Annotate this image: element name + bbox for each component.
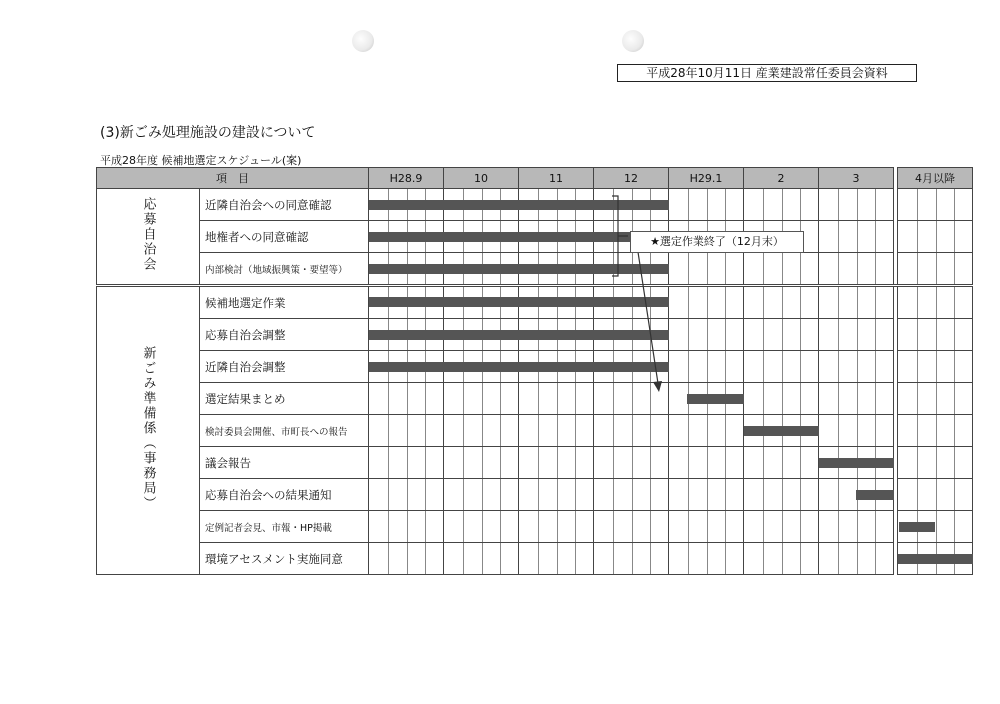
task-label: 近隣自治会への同意確認 — [200, 189, 369, 221]
section-title: (3)新ごみ処理施設の建設について — [100, 125, 316, 141]
task-label: 応募自治会への結果通知 — [200, 479, 369, 511]
month-header: 2 — [744, 168, 819, 189]
group-label-text: 応募自治会 — [140, 196, 156, 272]
task-label: 検討委員会開催、市町長への報告 — [200, 415, 369, 447]
task-label: 議会報告 — [200, 447, 369, 479]
task-label: 環境アセスメント実施同意 — [200, 543, 369, 575]
month-header: 12 — [594, 168, 669, 189]
month-header: 4月以降 — [898, 168, 973, 189]
month-header: H28.9 — [369, 168, 444, 189]
group-label-text: 新ごみ準備係（事務局） — [140, 345, 156, 511]
task-label: 地権者への同意確認 — [200, 221, 369, 253]
task-label: 近隣自治会調整 — [200, 351, 369, 383]
callout-box: ★選定作業終了（12月末） — [630, 231, 804, 253]
month-header: 3 — [819, 168, 894, 189]
task-label: 内部検討（地域振興策・要望等） — [200, 253, 369, 286]
task-label: 選定結果まとめ — [200, 383, 369, 415]
task-label: 定例記者会見、市報・HP掲載 — [200, 511, 369, 543]
group-bracket — [612, 196, 628, 276]
month-header: 10 — [444, 168, 519, 189]
task-label: 応募自治会調整 — [200, 319, 369, 351]
month-header: H29.1 — [669, 168, 744, 189]
item-column-header: 項 目 — [97, 168, 369, 189]
table-caption: 平成28年度 候補地選定スケジュール(案) — [100, 154, 302, 167]
callout-arrow — [638, 252, 659, 390]
month-header: 11 — [519, 168, 594, 189]
task-label: 候補地選定作業 — [200, 286, 369, 319]
arrowhead-icon — [653, 381, 662, 392]
document-header: 平成28年10月11日 産業建設常任委員会資料 — [617, 64, 917, 82]
